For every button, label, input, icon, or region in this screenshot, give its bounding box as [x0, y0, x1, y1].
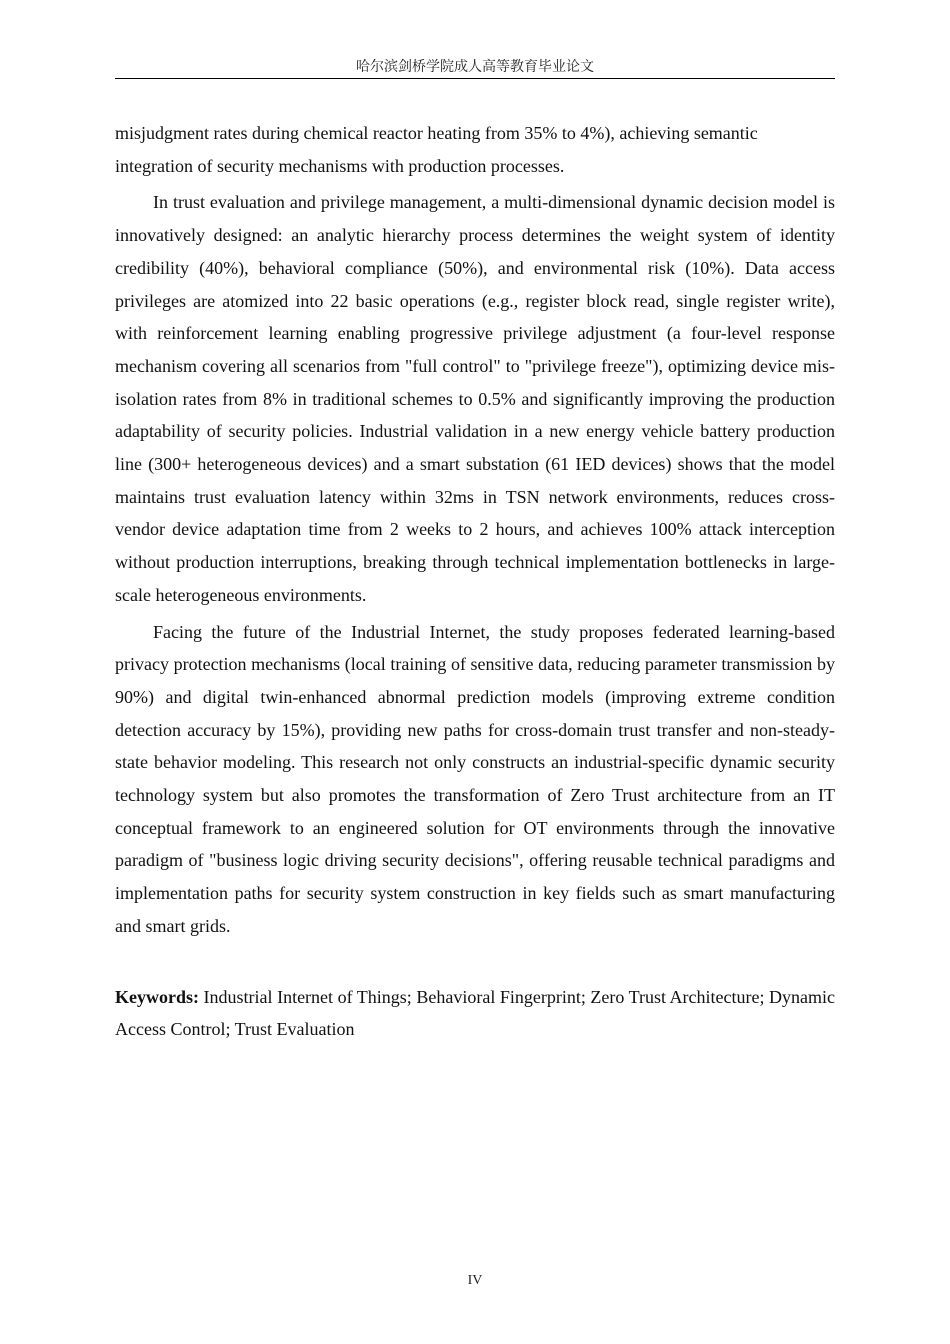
- abstract-body: [115, 117, 835, 1046]
- page-number: IV: [467, 1273, 483, 1288]
- abstract-paragraph-future-work: Facing the future of the Industrial Internet, the study proposes federated learning-based privacy protection mechanisms (local training of sensitive data, reducing parameter transmission by 90%) and digital twin-enhanced abnormal prediction models (improving extreme condition detection accuracy by 15%), providing new paths for cross-domain trust transfer and non-steady-state behavior modeling. This research not only constructs an industrial-specific dynamic security technology system but also promotes the transformation of Zero Trust architecture from an IT conceptual framework to an engineered solution for OT environments through the innovative paradigm of "business logic driving security decisions", offering reusable technical paradigms and implementation paths for security system construction in key fields such as smart manufacturing and smart grids.: [115, 621, 835, 936]
- running-header: 哈尔滨剑桥学院成人高等教育毕业论文: [356, 59, 594, 75]
- header-divider: [115, 78, 835, 79]
- keywords-list: Industrial Internet of Things; Behavioral Fingerprint; Zero Trust Architecture; Dynamic Access Control; Trust Evaluation: [115, 986, 835, 1040]
- abstract-paragraph-continued: misjudgment rates during chemical reactor heating from 35% to 4%), achieving semantic integration of security mechanisms with production processes.: [115, 123, 758, 176]
- abstract-paragraph-trust-evaluation: In trust evaluation and privilege management, a multi-dimensional dynamic decision model is innovatively designed: an analytic hierarchy process determines the weight system of identity credibility (40%), behavioral compliance (50%), and environmental risk (10%). Data access privileges are atomized into 22 basic operations (e.g., register block read, single register write), with reinforcement learning enabling progressive privilege adjustment (a four-level response mechanism covering all scenarios from "full control" to "privilege freeze"), optimizing device mis-isolation rates from 8% in traditional schemes to 0.5% and significantly improving the production adaptability of security policies. Industrial validation in a new energy vehicle battery production line (300+ heterogeneous devices) and a smart substation (61 IED devices) shows that the model maintains trust evaluation latency within 32ms in TSN network environments, reduces cross-vendor device adaptation time from 2 weeks to 2 hours, and achieves 100% attack interception without production interruptions, breaking through technical implementation bottlenecks in large-scale heterogeneous environments.: [115, 192, 835, 605]
- keywords-section: [115, 981, 835, 1046]
- keywords-label: Keywords:: [115, 986, 204, 1007]
